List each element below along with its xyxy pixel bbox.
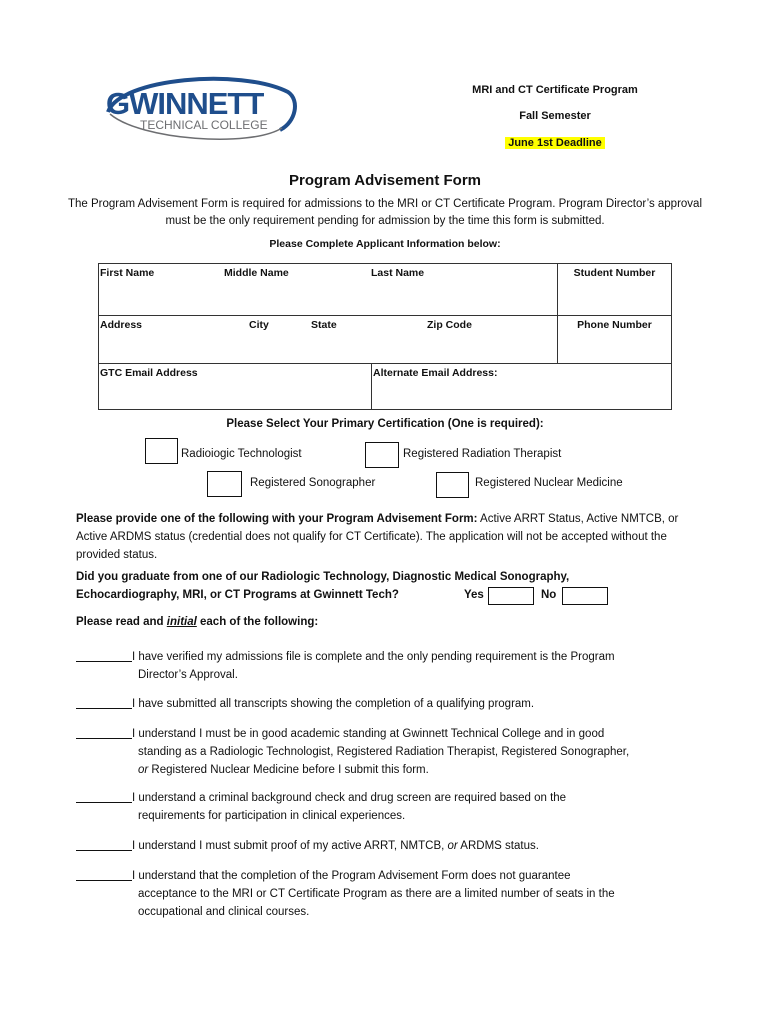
- last-name-label: Last Name: [371, 267, 425, 279]
- program-name: MRI and CT Certificate Program: [472, 84, 638, 96]
- intro-paragraph: The Program Advisement Form is required for admissions to the MRI or CT Certificate Program. Program Director’s approval must be the only requirement pending for admission by the time this form is submitted.: [68, 198, 702, 227]
- yes-box[interactable]: [488, 587, 534, 605]
- statement-6: [132, 867, 692, 921]
- statement-6-line3: occupational and clinical courses.: [138, 906, 310, 918]
- initial-line-4[interactable]: [76, 802, 132, 803]
- graduate-question-line1: Did you graduate from one of our Radiologic Technology, Diagnostic Medical Sonography,: [76, 571, 570, 583]
- phone-label: Phone Number: [577, 319, 652, 331]
- statement-1-line1: I have verified my admissions file is complete and the only pending requirement is the Program: [132, 651, 615, 663]
- address-label: Address: [100, 319, 143, 331]
- initial-line-1[interactable]: [76, 661, 132, 662]
- sonographer-checkbox[interactable]: [207, 471, 242, 497]
- deadline-text: [450, 137, 660, 149]
- statement-3-line3-text: Registered Nuclear Medicine before I submit this form.: [148, 764, 429, 776]
- student-number-label: Student Number: [573, 267, 656, 279]
- yes-label: Yes: [464, 589, 484, 601]
- statement-5-post: ARDMS status.: [457, 840, 539, 852]
- student-number-cell[interactable]: [557, 264, 671, 316]
- statement-5-pre: I understand I must submit proof of my active ARRT, NMTCB,: [132, 840, 448, 852]
- gtc-email-cell[interactable]: [99, 364, 372, 410]
- applicant-info-table: [98, 263, 672, 410]
- radiologic-checkbox[interactable]: [145, 438, 178, 464]
- no-box[interactable]: [562, 587, 608, 605]
- logo-subtitle: TECHNICAL COLLEGE: [140, 118, 268, 132]
- statement-2: [132, 695, 692, 713]
- statement-5-em: or: [447, 840, 458, 852]
- no-label: No: [541, 589, 557, 601]
- statement-5: [132, 837, 692, 855]
- radiologic-label: Radioiogic Technologist: [181, 448, 302, 460]
- applicant-heading: Please Complete Applicant Information below:: [269, 238, 501, 250]
- initial-line-6[interactable]: [76, 880, 132, 881]
- statement-3-line1: I understand I must be in good academic standing at Gwinnett Technical College and in good: [132, 728, 605, 740]
- deadline-highlight: June 1st Deadline: [505, 137, 605, 149]
- address-cell[interactable]: [99, 316, 558, 364]
- initial-heading: [76, 613, 688, 631]
- name-cell[interactable]: [99, 264, 558, 316]
- alt-email-cell[interactable]: [372, 364, 672, 410]
- first-name-label: First Name: [100, 267, 155, 279]
- statement-1-line2: Director’s Approval.: [138, 669, 238, 681]
- statement-6-line1: I understand that the completion of the Program Advisement Form does not guarantee: [132, 870, 571, 882]
- form-title: Program Advisement Form: [289, 172, 481, 189]
- statement-4: [132, 789, 692, 825]
- statement-6-line2: acceptance to the MRI or CT Certificate Program as there are a limited number of seats in the: [138, 888, 615, 900]
- radiation-therapist-label: Registered Radiation Therapist: [403, 448, 562, 460]
- status-requirement-paragraph: [76, 510, 688, 564]
- radiation-therapist-checkbox[interactable]: [365, 442, 399, 468]
- initial-line-3[interactable]: [76, 738, 132, 739]
- gtc-email-label: GTC Email Address: [100, 367, 198, 379]
- initial-heading-em: initial: [166, 616, 197, 628]
- college-logo: [100, 70, 300, 150]
- initial-heading-post: each of the following:: [196, 616, 319, 628]
- statement-1: [132, 648, 692, 684]
- phone-cell[interactable]: [557, 316, 671, 364]
- statement-3: [132, 725, 692, 779]
- sonographer-label: Registered Sonographer: [250, 477, 376, 489]
- statement-4-line2: requirements for participation in clinical experiences.: [138, 810, 406, 822]
- initial-line-5[interactable]: [76, 850, 132, 851]
- initial-line-2[interactable]: [76, 708, 132, 709]
- state-label: State: [311, 319, 337, 331]
- certification-heading: Please Select Your Primary Certification (One is required):: [226, 418, 544, 430]
- statement-4-line1: I understand a criminal background check and drug screen are required based on the: [132, 792, 567, 804]
- status-requirement-text: Active ARRT Status, Active NMTCB, or Active ARDMS status (credential does not qualify for CT Certificate). The application will not be accepted without the provided status.: [76, 513, 679, 561]
- city-label: City: [249, 319, 269, 331]
- graduate-question-line2: Echocardiography, MRI, or CT Programs at Gwinnett Tech?: [76, 589, 399, 601]
- statement-2-line1: I have submitted all transcripts showing the completion of a qualifying program.: [132, 698, 535, 710]
- zip-label: Zip Code: [427, 319, 472, 331]
- alt-email-label: Alternate Email Address:: [373, 367, 498, 379]
- middle-name-label: Middle Name: [224, 267, 289, 279]
- initial-heading-pre: Please read and: [76, 616, 167, 628]
- statement-3-em: or: [138, 764, 149, 776]
- logo-wordmark: GWINNETT: [106, 86, 264, 121]
- statement-3-line2: standing as a Radiologic Technologist, Registered Radiation Therapist, Registered Sonographer,: [138, 746, 630, 758]
- nuclear-medicine-label: Registered Nuclear Medicine: [475, 477, 623, 489]
- status-requirement-bold: Please provide one of the following with your Program Advisement Form:: [76, 513, 478, 525]
- semester: Fall Semester: [519, 110, 591, 122]
- nuclear-medicine-checkbox[interactable]: [436, 472, 469, 498]
- statement-3-line3: [132, 761, 692, 779]
